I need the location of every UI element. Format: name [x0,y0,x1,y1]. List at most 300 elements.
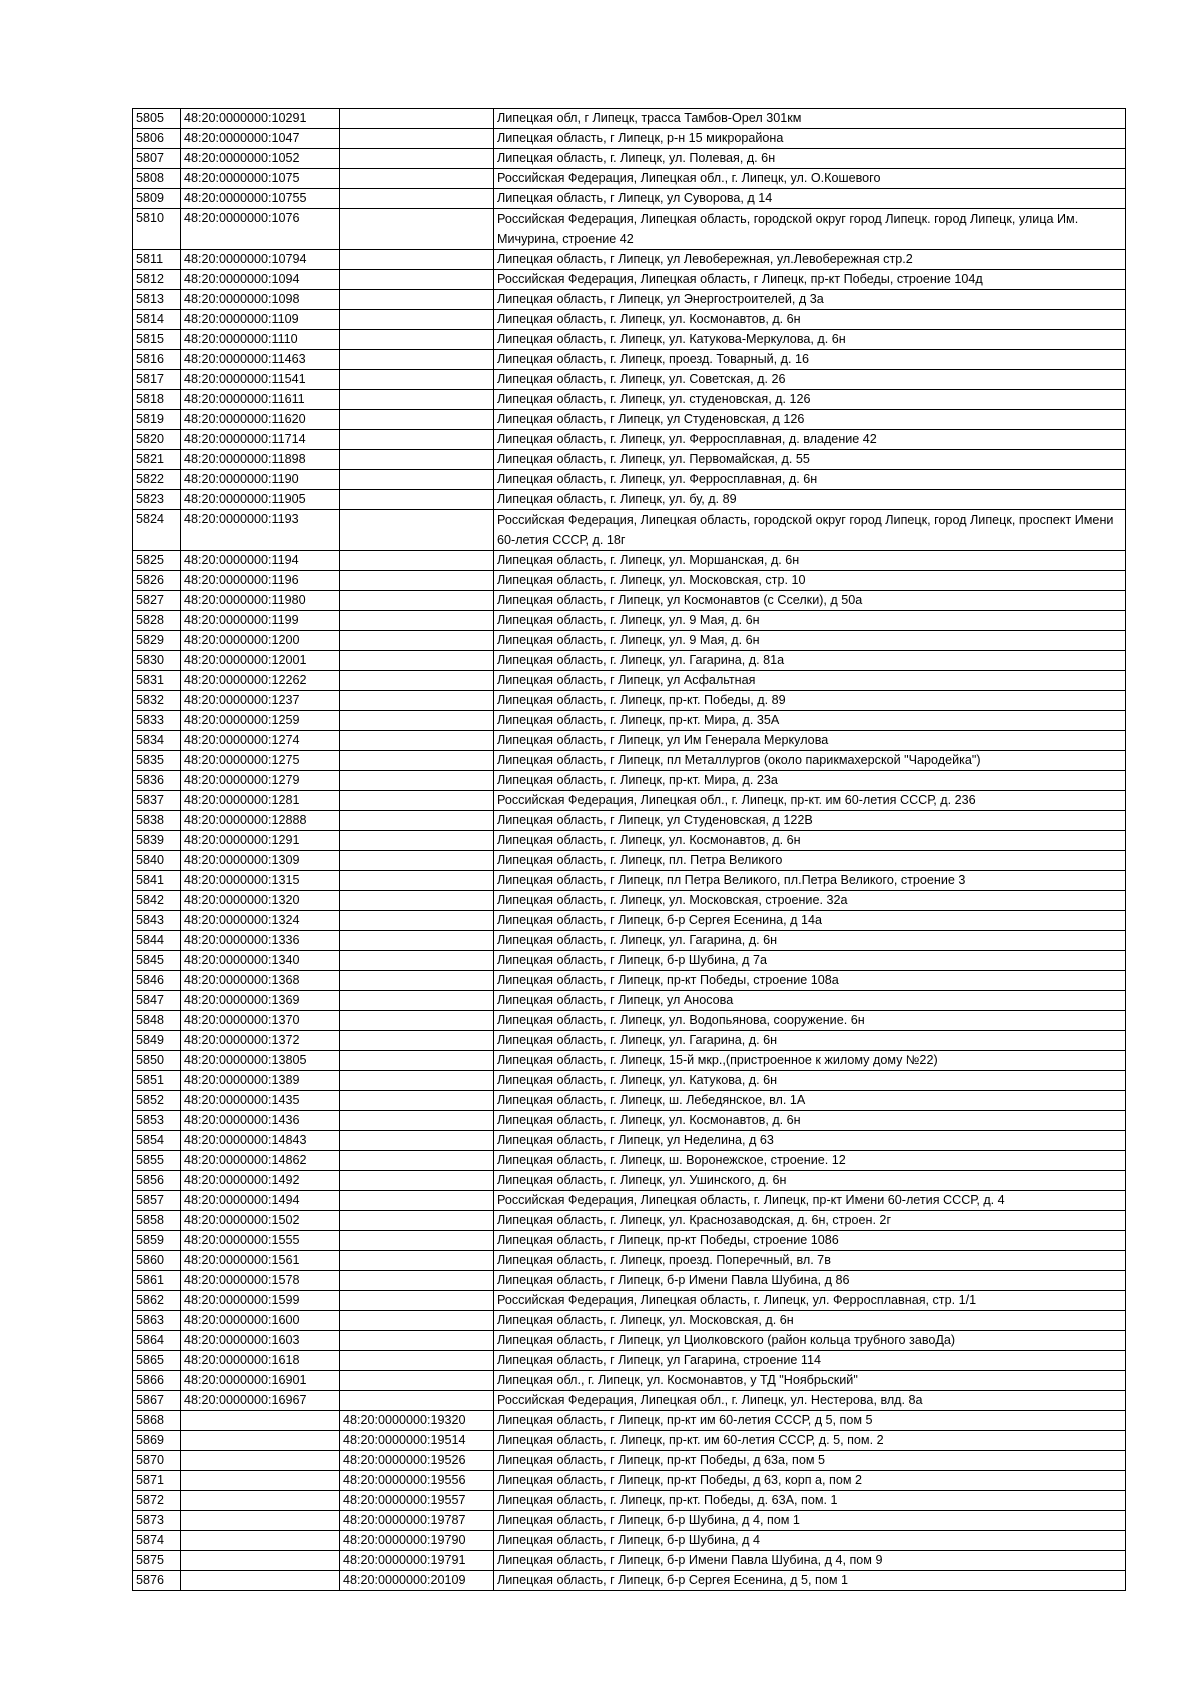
cadastral-number-secondary-cell [340,370,494,390]
cadastral-number-cell: 48:20:0000000:1281 [181,791,340,811]
row-number-cell: 5827 [133,591,181,611]
row-number-cell: 5819 [133,410,181,430]
table-row [133,1471,1126,1491]
table-row [133,189,1126,209]
row-number-cell: 5869 [133,1431,181,1451]
row-number-cell: 5875 [133,1551,181,1571]
cadastral-number-secondary-cell [340,791,494,811]
cadastral-number-secondary-cell [340,1091,494,1111]
row-number-cell: 5834 [133,731,181,751]
address-cell: Липецкая область, г Липецк, р-н 15 микрорайона [494,129,1126,149]
address-cell: Липецкая область, г. Липецк, 15-й мкр.,(пристроенное к жилому дому №22) [494,1051,1126,1071]
cadastral-number-secondary-cell [340,1171,494,1191]
table-row [133,350,1126,370]
cadastral-number-cell: 48:20:0000000:1291 [181,831,340,851]
cadastral-number-cell: 48:20:0000000:1193 [181,510,340,551]
address-cell: Липецкая область, г Липецк, пл Петра Великого, пл.Петра Великого, строение 3 [494,871,1126,891]
address-cell: Липецкая область, г Липецк, ул Циолковского (район кольца трубного завоДа) [494,1331,1126,1351]
cadastral-number-secondary-cell: 48:20:0000000:20109 [340,1571,494,1591]
table-row [133,551,1126,571]
table-row [133,911,1126,931]
address-cell: Липецкая область, г. Липецк, ул. Ферросплавная, д. 6н [494,470,1126,490]
cadastral-number-cell: 48:20:0000000:1279 [181,771,340,791]
cadastral-number-cell [181,1491,340,1511]
cadastral-number-secondary-cell [340,1131,494,1151]
cadastral-number-cell [181,1511,340,1531]
address-cell: Российская Федерация, Липецкая область, городской округ город Липецк, город Липецк, проспект Имени 60-летия СССР, д. 18г [494,510,1126,551]
table-row [133,1351,1126,1371]
cadastral-number-cell: 48:20:0000000:1435 [181,1091,340,1111]
address-cell: Липецкая область, г. Липецк, ул. Первомайская, д. 55 [494,450,1126,470]
cadastral-number-secondary-cell [340,1011,494,1031]
table-row [133,109,1126,129]
row-number-cell: 5824 [133,510,181,551]
row-number-cell: 5818 [133,390,181,410]
row-number-cell: 5846 [133,971,181,991]
table-row [133,891,1126,911]
address-cell: Липецкая область, г Липецк, пр-кт Победы, д 63, корп а, пом 2 [494,1471,1126,1491]
table-row [133,1411,1126,1431]
row-number-cell: 5826 [133,571,181,591]
address-cell: Липецкая область, г. Липецк, ш. Лебедянское, вл. 1А [494,1091,1126,1111]
cadastral-number-cell: 48:20:0000000:1190 [181,470,340,490]
row-number-cell: 5861 [133,1271,181,1291]
cadastral-number-cell: 48:20:0000000:1340 [181,951,340,971]
row-number-cell: 5816 [133,350,181,370]
cadastral-number-cell: 48:20:0000000:1600 [181,1311,340,1331]
cadastral-number-cell [181,1411,340,1431]
address-cell: Липецкая область, г Липецк, пр-кт им 60-летия СССР, д 5, пом 5 [494,1411,1126,1431]
table-row [133,1311,1126,1331]
address-cell: Липецкая область, г Липецк, ул Космонавтов (с Сселки), д 50а [494,591,1126,611]
row-number-cell: 5872 [133,1491,181,1511]
table-row [133,430,1126,450]
table-row [133,1551,1126,1571]
cadastral-number-secondary-cell [340,490,494,510]
cadastral-number-cell: 48:20:0000000:1618 [181,1351,340,1371]
address-cell: Российская Федерация, Липецкая область, г. Липецк, пр-кт Имени 60-летия СССР, д. 4 [494,1191,1126,1211]
table-row [133,169,1126,189]
address-cell: Липецкая область, г Липецк, пр-кт Победы, д 63а, пом 5 [494,1451,1126,1471]
address-cell: Липецкая область, г. Липецк, ул. Ушинского, д. 6н [494,1171,1126,1191]
table-row [133,1371,1126,1391]
table-row [133,671,1126,691]
row-number-cell: 5870 [133,1451,181,1471]
address-cell: Липецкая область, г Липецк, ул Гагарина, строение 114 [494,1351,1126,1371]
cadastral-number-cell: 48:20:0000000:1370 [181,1011,340,1031]
table-row [133,149,1126,169]
row-number-cell: 5805 [133,109,181,129]
table-row [133,971,1126,991]
cadastral-number-cell: 48:20:0000000:1578 [181,1271,340,1291]
address-cell: Липецкая область, г Липецк, ул Асфальтная [494,671,1126,691]
cadastral-number-cell: 48:20:0000000:1110 [181,330,340,350]
row-number-cell: 5851 [133,1071,181,1091]
address-cell: Липецкая область, г. Липецк, ул. Гагарина, д. 6н [494,1031,1126,1051]
cadastral-number-cell: 48:20:0000000:1372 [181,1031,340,1051]
address-cell: Российская Федерация, Липецкая область, г Липецк, пр-кт Победы, строение 104д [494,270,1126,290]
row-number-cell: 5815 [133,330,181,350]
cadastral-number-secondary-cell: 48:20:0000000:19526 [340,1451,494,1471]
row-number-cell: 5860 [133,1251,181,1271]
table-row [133,731,1126,751]
cadastral-number-cell: 48:20:0000000:1200 [181,631,340,651]
address-cell: Липецкая область, г. Липецк, пр-кт. Победы, д. 63А, пом. 1 [494,1491,1126,1511]
address-cell: Липецкая область, г. Липецк, ул. Катукова-Меркулова, д. 6н [494,330,1126,350]
cadastral-number-secondary-cell: 48:20:0000000:19790 [340,1531,494,1551]
address-cell: Липецкая область, г Липецк, б-р Сергея Есенина, д 14а [494,911,1126,931]
address-cell: Липецкая область, г. Липецк, ул. Московская, д. 6н [494,1311,1126,1331]
cadastral-number-secondary-cell [340,711,494,731]
address-cell: Липецкая область, г Липецк, пр-кт Победы, строение 1086 [494,1231,1126,1251]
cadastral-number-secondary-cell [340,811,494,831]
address-cell: Липецкая область, г Липецк, ул Аносова [494,991,1126,1011]
table-row [133,1211,1126,1231]
table-row [133,1451,1126,1471]
row-number-cell: 5845 [133,951,181,971]
table-row [133,310,1126,330]
cadastral-number-cell: 48:20:0000000:12262 [181,671,340,691]
cadastral-number-secondary-cell [340,250,494,270]
cadastral-number-secondary-cell [340,651,494,671]
cadastral-number-cell [181,1551,340,1571]
row-number-cell: 5807 [133,149,181,169]
cadastral-number-cell: 48:20:0000000:1274 [181,731,340,751]
address-cell: Российская Федерация, Липецкая обл., г. Липецк, ул. О.Кошевого [494,169,1126,189]
address-cell: Российская Федерация, Липецкая обл., г. Липецк, ул. Нестерова, влд. 8а [494,1391,1126,1411]
cadastral-number-cell [181,1531,340,1551]
cadastral-number-cell: 48:20:0000000:14862 [181,1151,340,1171]
cadastral-number-secondary-cell [340,1291,494,1311]
address-cell: Липецкая область, г. Липецк, ул. 9 Мая, д. 6н [494,611,1126,631]
cadastral-number-cell: 48:20:0000000:1075 [181,169,340,189]
cadastral-number-secondary-cell [340,731,494,751]
row-number-cell: 5847 [133,991,181,1011]
cadastral-number-secondary-cell [340,931,494,951]
cadastral-number-cell: 48:20:0000000:10794 [181,250,340,270]
cadastral-number-secondary-cell [340,691,494,711]
address-cell: Липецкая область, г. Липецк, ул. Гагарина, д. 81а [494,651,1126,671]
table-row [133,1111,1126,1131]
cadastral-number-secondary-cell [340,1391,494,1411]
cadastral-number-cell [181,1451,340,1471]
cadastral-number-cell: 48:20:0000000:1052 [181,149,340,169]
table-row [133,651,1126,671]
table-row [133,1431,1126,1451]
cadastral-number-secondary-cell [340,129,494,149]
row-number-cell: 5842 [133,891,181,911]
cadastral-number-secondary-cell [340,851,494,871]
cadastral-number-secondary-cell [340,1231,494,1251]
table-row [133,811,1126,831]
cadastral-number-cell: 48:20:0000000:11463 [181,350,340,370]
cadastral-number-secondary-cell: 48:20:0000000:19320 [340,1411,494,1431]
cadastral-number-secondary-cell [340,831,494,851]
cadastral-number-cell: 48:20:0000000:1275 [181,751,340,771]
cadastral-number-secondary-cell [340,1271,494,1291]
cadastral-number-secondary-cell [340,189,494,209]
cadastral-number-cell: 48:20:0000000:11980 [181,591,340,611]
cadastral-number-secondary-cell [340,1351,494,1371]
address-cell: Липецкая область, г. Липецк, ул. Московская, строение. 32а [494,891,1126,911]
table-row [133,490,1126,510]
cadastral-number-cell: 48:20:0000000:1047 [181,129,340,149]
cadastral-number-cell: 48:20:0000000:1603 [181,1331,340,1351]
cadastral-number-cell: 48:20:0000000:13805 [181,1051,340,1071]
cadastral-number-cell: 48:20:0000000:11620 [181,410,340,430]
cadastral-number-secondary-cell [340,1331,494,1351]
row-number-cell: 5874 [133,1531,181,1551]
row-number-cell: 5854 [133,1131,181,1151]
cadastral-number-cell [181,1571,340,1591]
cadastral-number-secondary-cell [340,149,494,169]
table-row [133,1091,1126,1111]
address-cell: Липецкая область, г Липецк, ул Неделина, д 63 [494,1131,1126,1151]
table-row [133,791,1126,811]
address-cell: Липецкая обл., г. Липецк, ул. Космонавтов, у ТД "Ноябрьский" [494,1371,1126,1391]
cadastral-number-secondary-cell [340,891,494,911]
table-row [133,1171,1126,1191]
cadastral-table [132,108,1126,1591]
cadastral-number-secondary-cell [340,1371,494,1391]
table-row [133,250,1126,270]
cadastral-number-cell: 48:20:0000000:1336 [181,931,340,951]
cadastral-number-secondary-cell [340,1151,494,1171]
row-number-cell: 5876 [133,1571,181,1591]
row-number-cell: 5865 [133,1351,181,1371]
row-number-cell: 5844 [133,931,181,951]
address-cell: Липецкая область, г. Липецк, ул. Водопьянова, сооружение. 6н [494,1011,1126,1031]
cadastral-number-secondary-cell [340,951,494,971]
cadastral-number-cell: 48:20:0000000:1109 [181,310,340,330]
address-cell: Липецкая область, г. Липецк, пр-кт. Мира, д. 35А [494,711,1126,731]
row-number-cell: 5866 [133,1371,181,1391]
cadastral-number-cell: 48:20:0000000:12888 [181,811,340,831]
row-number-cell: 5812 [133,270,181,290]
cadastral-number-secondary-cell [340,169,494,189]
table-row [133,410,1126,430]
row-number-cell: 5837 [133,791,181,811]
address-cell: Липецкая область, г Липецк, пл Металлургов (около парикмахерской "Чародейка") [494,751,1126,771]
address-cell: Липецкая область, г. Липецк, ул. Ферросплавная, д. владение 42 [494,430,1126,450]
cadastral-number-cell: 48:20:0000000:1098 [181,290,340,310]
row-number-cell: 5835 [133,751,181,771]
cadastral-number-cell: 48:20:0000000:11714 [181,430,340,450]
row-number-cell: 5855 [133,1151,181,1171]
cadastral-number-secondary-cell: 48:20:0000000:19791 [340,1551,494,1571]
address-cell: Липецкая область, г. Липецк, ул. Катукова, д. 6н [494,1071,1126,1091]
cadastral-number-secondary-cell [340,109,494,129]
cadastral-number-cell: 48:20:0000000:16901 [181,1371,340,1391]
table-row [133,1511,1126,1531]
cadastral-number-secondary-cell [340,430,494,450]
address-cell: Липецкая область, г. Липецк, ул. 9 Мая, д. 6н [494,631,1126,651]
table-row [133,1031,1126,1051]
address-cell: Липецкая область, г. Липецк, ул. Моршанская, д. 6н [494,551,1126,571]
row-number-cell: 5843 [133,911,181,931]
table-row [133,951,1126,971]
cadastral-number-secondary-cell [340,510,494,551]
table-body [133,109,1126,1591]
table-row [133,510,1126,551]
row-number-cell: 5820 [133,430,181,450]
address-cell: Российская Федерация, Липецкая область, городской округ город Липецк. город Липецк, улица Им. Мичурина, строение 42 [494,209,1126,250]
cadastral-number-secondary-cell [340,390,494,410]
table-row [133,691,1126,711]
row-number-cell: 5863 [133,1311,181,1331]
cadastral-number-secondary-cell [340,1251,494,1271]
cadastral-number-cell: 48:20:0000000:1196 [181,571,340,591]
address-cell: Липецкая область, г. Липецк, ул. Космонавтов, д. 6н [494,831,1126,851]
row-number-cell: 5823 [133,490,181,510]
cadastral-number-secondary-cell [340,631,494,651]
row-number-cell: 5858 [133,1211,181,1231]
cadastral-number-cell: 48:20:0000000:1436 [181,1111,340,1131]
table-row [133,1271,1126,1291]
table-row [133,290,1126,310]
cadastral-number-cell: 48:20:0000000:11611 [181,390,340,410]
table-row [133,270,1126,290]
table-row [133,1151,1126,1171]
address-cell: Липецкая область, г. Липецк, ул. Полевая, д. 6н [494,149,1126,169]
row-number-cell: 5829 [133,631,181,651]
row-number-cell: 5810 [133,209,181,250]
cadastral-number-cell: 48:20:0000000:14843 [181,1131,340,1151]
cadastral-number-secondary-cell [340,1031,494,1051]
cadastral-number-secondary-cell: 48:20:0000000:19514 [340,1431,494,1451]
row-number-cell: 5811 [133,250,181,270]
table-row [133,1231,1126,1251]
cadastral-number-secondary-cell [340,571,494,591]
table-row [133,871,1126,891]
table-row [133,1191,1126,1211]
row-number-cell: 5856 [133,1171,181,1191]
cadastral-number-secondary-cell [340,1051,494,1071]
cadastral-number-cell: 48:20:0000000:1237 [181,691,340,711]
cadastral-number-secondary-cell [340,1211,494,1231]
cadastral-number-secondary-cell [340,1111,494,1131]
address-cell: Липецкая область, г Липецк, ул Студеновская, д 122В [494,811,1126,831]
address-cell: Российская Федерация, Липецкая обл., г. Липецк, пр-кт. им 60-летия СССР, д. 236 [494,791,1126,811]
row-number-cell: 5806 [133,129,181,149]
address-cell: Липецкая область, г Липецк, б-р Шубина, д 4 [494,1531,1126,1551]
cadastral-number-cell: 48:20:0000000:1309 [181,851,340,871]
table-row [133,611,1126,631]
table-row [133,631,1126,651]
row-number-cell: 5832 [133,691,181,711]
row-number-cell: 5868 [133,1411,181,1431]
cadastral-number-cell: 48:20:0000000:11898 [181,450,340,470]
table-row [133,1331,1126,1351]
table-row [133,390,1126,410]
address-cell: Липецкая обл, г Липецк, трасса Тамбов-Орел 301км [494,109,1126,129]
cadastral-number-cell [181,1431,340,1451]
address-cell: Российская Федерация, Липецкая область, г. Липецк, ул. Ферросплавная, стр. 1/1 [494,1291,1126,1311]
cadastral-number-cell: 48:20:0000000:1492 [181,1171,340,1191]
cadastral-number-cell: 48:20:0000000:1561 [181,1251,340,1271]
row-number-cell: 5873 [133,1511,181,1531]
table-row [133,571,1126,591]
cadastral-number-secondary-cell [340,410,494,430]
address-cell: Липецкая область, г. Липецк, пр-кт. Мира, д. 23а [494,771,1126,791]
table-row [133,209,1126,250]
table-row [133,1531,1126,1551]
address-cell: Липецкая область, г. Липецк, проезд. Поперечный, вл. 7в [494,1251,1126,1271]
address-cell: Липецкая область, г. Липецк, проезд. Товарный, д. 16 [494,350,1126,370]
row-number-cell: 5808 [133,169,181,189]
cadastral-number-cell: 48:20:0000000:1094 [181,270,340,290]
cadastral-number-secondary-cell [340,551,494,571]
row-number-cell: 5852 [133,1091,181,1111]
row-number-cell: 5840 [133,851,181,871]
row-number-cell: 5809 [133,189,181,209]
table-row [133,470,1126,490]
address-cell: Липецкая область, г Липецк, б-р Имени Павла Шубина, д 4, пом 9 [494,1551,1126,1571]
cadastral-number-secondary-cell [340,1191,494,1211]
cadastral-number-secondary-cell [340,751,494,771]
table-row [133,991,1126,1011]
cadastral-number-secondary-cell [340,330,494,350]
table-row [133,1491,1126,1511]
cadastral-number-secondary-cell [340,290,494,310]
cadastral-number-cell: 48:20:0000000:11541 [181,370,340,390]
cadastral-number-secondary-cell [340,1071,494,1091]
address-cell: Липецкая область, г Липецк, ул Суворова, д 14 [494,189,1126,209]
cadastral-number-cell: 48:20:0000000:1599 [181,1291,340,1311]
row-number-cell: 5839 [133,831,181,851]
table-row [133,330,1126,350]
row-number-cell: 5830 [133,651,181,671]
cadastral-number-cell: 48:20:0000000:1369 [181,991,340,1011]
row-number-cell: 5828 [133,611,181,631]
row-number-cell: 5849 [133,1031,181,1051]
cadastral-number-cell: 48:20:0000000:1324 [181,911,340,931]
row-number-cell: 5825 [133,551,181,571]
row-number-cell: 5867 [133,1391,181,1411]
table-row [133,931,1126,951]
address-cell: Липецкая область, г. Липецк, ул. Гагарина, д. 6н [494,931,1126,951]
row-number-cell: 5848 [133,1011,181,1031]
address-cell: Липецкая область, г Липецк, ул Энергостроителей, д 3а [494,290,1126,310]
cadastral-number-cell: 48:20:0000000:1389 [181,1071,340,1091]
cadastral-number-secondary-cell [340,611,494,631]
cadastral-number-secondary-cell [340,991,494,1011]
row-number-cell: 5831 [133,671,181,691]
row-number-cell: 5853 [133,1111,181,1131]
address-cell: Липецкая область, г. Липецк, ул. студеновская, д. 126 [494,390,1126,410]
cadastral-number-secondary-cell [340,671,494,691]
table-row [133,1571,1126,1591]
table-row [133,771,1126,791]
row-number-cell: 5864 [133,1331,181,1351]
row-number-cell: 5822 [133,470,181,490]
address-cell: Липецкая область, г Липецк, б-р Имени Павла Шубина, д 86 [494,1271,1126,1291]
table-row [133,1071,1126,1091]
address-cell: Липецкая область, г Липецк, б-р Шубина, д 4, пом 1 [494,1511,1126,1531]
cadastral-number-secondary-cell: 48:20:0000000:19557 [340,1491,494,1511]
cadastral-number-secondary-cell [340,771,494,791]
row-number-cell: 5857 [133,1191,181,1211]
row-number-cell: 5833 [133,711,181,731]
row-number-cell: 5859 [133,1231,181,1251]
cadastral-number-secondary-cell [340,1311,494,1331]
address-cell: Липецкая область, г Липецк, б-р Шубина, д 7а [494,951,1126,971]
cadastral-number-secondary-cell [340,209,494,250]
table-row [133,450,1126,470]
table-row [133,711,1126,731]
cadastral-number-secondary-cell [340,310,494,330]
cadastral-number-cell: 48:20:0000000:1315 [181,871,340,891]
